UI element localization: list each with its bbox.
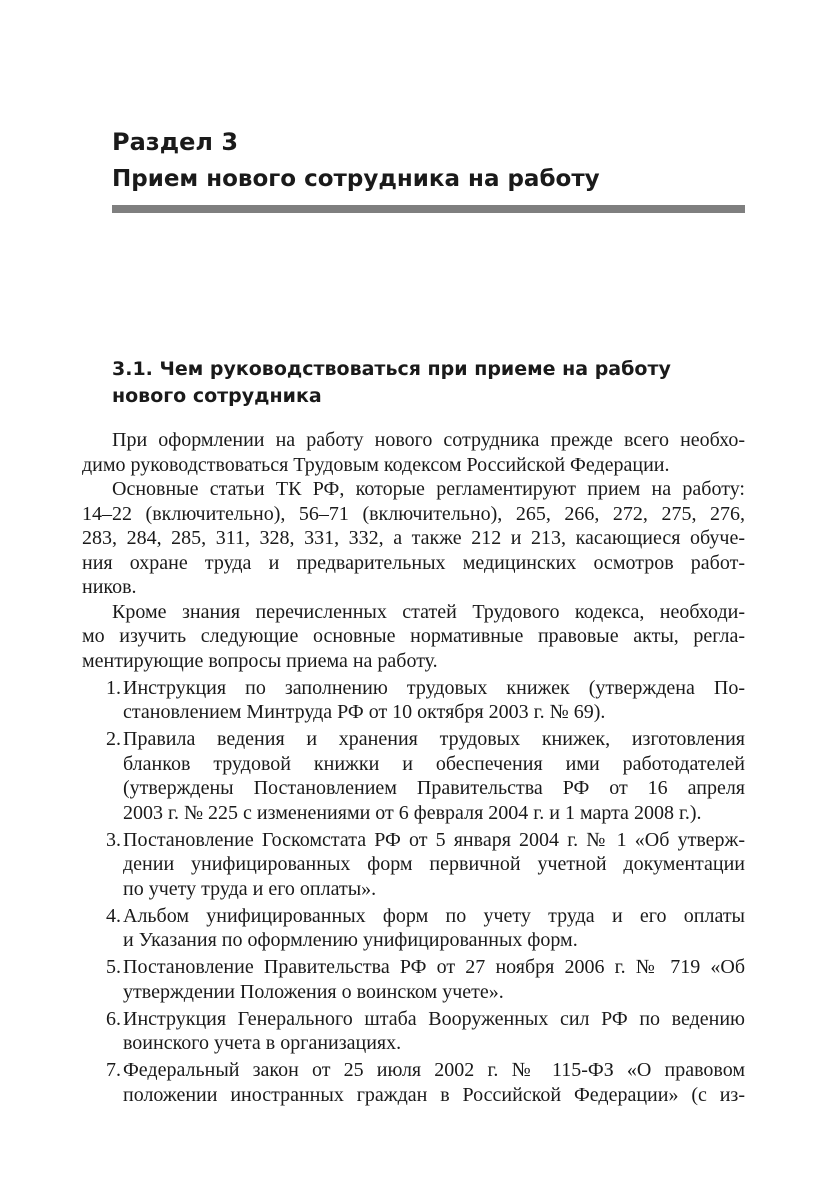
text-line: мо изучить следующие основные нормативные правовые акты, регла- bbox=[82, 625, 745, 647]
paragraph bbox=[82, 477, 745, 600]
text-line: бланков трудовой книжки и обеспечения ими работодателей bbox=[123, 752, 745, 775]
subsection-title-line: нового сотрудника bbox=[112, 385, 322, 407]
text-line: Инструкция Генерального штаба Вооруженных сил РФ по ведению bbox=[123, 1007, 745, 1030]
list-item bbox=[82, 1007, 745, 1056]
paragraph bbox=[82, 428, 745, 477]
text-line: Кроме знания перечисленных статей Трудового кодекса, необходи- bbox=[112, 600, 745, 623]
list-item-number: 2. bbox=[106, 728, 121, 750]
text-line: утверждении Положения о воинском учете». bbox=[123, 980, 504, 1003]
text-line: Инструкция по заполнению трудовых книжек (утверждена По- bbox=[123, 676, 745, 699]
body-text bbox=[82, 428, 745, 1107]
text-line: ния охране труда и предварительных медицинских осмотров работ- bbox=[82, 551, 745, 574]
list-item bbox=[82, 828, 745, 902]
text-line: 283, 284, 285, 311, 328, 331, 332, а также 212 и 213, касающиеся обуче- bbox=[82, 527, 745, 549]
text-line: (утверждены Постановлением Правительства РФ от 16 апреля bbox=[123, 777, 745, 799]
list-item-number: 6. bbox=[106, 1007, 121, 1030]
list-item-number: 4. bbox=[106, 904, 121, 927]
list-item bbox=[82, 676, 745, 725]
list-item-number: 5. bbox=[106, 956, 121, 978]
list-item-number: 1. bbox=[106, 676, 121, 699]
text-line: становлением Минтруда РФ от 10 октября 2003 г. № 69). bbox=[123, 701, 606, 723]
list-item bbox=[82, 1058, 745, 1107]
list-item bbox=[82, 904, 745, 953]
text-line: дении унифицированных форм первичной учетной документации bbox=[123, 853, 745, 875]
list-item-number: 7. bbox=[106, 1059, 121, 1081]
section-label: Раздел 3 bbox=[112, 128, 239, 156]
text-line: положении иностранных граждан в Российской Федерации» (с из- bbox=[123, 1083, 745, 1106]
section-title: Прием нового сотрудника на работу bbox=[112, 166, 600, 192]
text-line: При оформлении на работу нового сотрудника прежде всего необхо- bbox=[112, 429, 745, 451]
text-line: Постановление Правительства РФ от 27 ноября 2006 г. № 719 «Об bbox=[123, 956, 745, 978]
text-line: ников. bbox=[82, 576, 137, 598]
list-item bbox=[82, 955, 745, 1004]
text-line: и Указания по оформлению унифицированных форм. bbox=[123, 929, 578, 951]
paragraph bbox=[82, 600, 745, 674]
text-line: Основные статьи ТК РФ, которые регламентируют прием на работу: bbox=[112, 478, 745, 500]
subsection-title-line: 3.1. Чем руководствоваться при приеме на работу bbox=[112, 358, 671, 380]
section-divider bbox=[112, 205, 745, 213]
text-line: Постановление Госкомстата РФ от 5 января 2004 г. № 1 «Об утверж- bbox=[123, 828, 745, 851]
text-line: воинского учета в организациях. bbox=[123, 1032, 402, 1054]
subsection-title bbox=[112, 356, 752, 410]
text-line: 2003 г. № 225 с изменениями от 6 февраля 2004 г. и 1 марта 2008 г.). bbox=[123, 801, 702, 824]
list-item bbox=[82, 727, 745, 825]
text-line: по учету труда и его оплаты». bbox=[123, 877, 377, 900]
text-line: Федеральный закон от 25 июля 2002 г. № 115-ФЗ «О правовом bbox=[123, 1059, 745, 1081]
text-line: димо руководствоваться Трудовым кодексом Российской Федерации. bbox=[82, 453, 670, 476]
text-line: Правила ведения и хранения трудовых книжек, изготовления bbox=[123, 728, 745, 750]
text-line: Альбом унифицированных форм по учету труда и его оплаты bbox=[123, 904, 745, 927]
list-item-number: 3. bbox=[106, 828, 121, 851]
text-line: 14–22 (включительно), 56–71 (включительно), 265, 266, 272, 275, 276, bbox=[82, 502, 745, 525]
text-line: ментирующие вопросы приема на работу. bbox=[82, 649, 438, 672]
